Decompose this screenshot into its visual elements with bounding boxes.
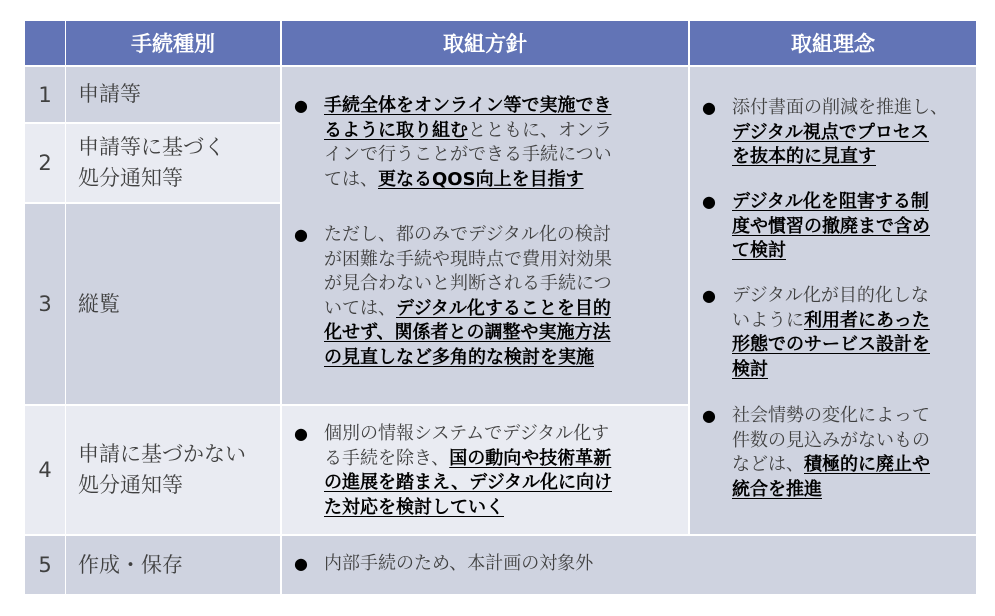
- policy-text: が困難な手続や現時点で費用対効果: [324, 248, 612, 270]
- policy-cell-row-5: [282, 536, 976, 594]
- philosophy-cell: [690, 67, 976, 534]
- procedure-type-label: 縦覧: [78, 291, 120, 316]
- policy-text: 個別の情報システムでデジタル化す: [324, 423, 610, 444]
- philosophy-item-reduce-documents: [694, 96, 995, 170]
- policy-emphasis: 化せず、関係者との調整や実施方法: [324, 322, 611, 343]
- policy-text: る手続を除き、: [324, 447, 450, 469]
- philosophy-text: 社会情勢の変化によって: [732, 405, 930, 426]
- procedure-type-label: 作成・保存: [78, 552, 183, 577]
- philosophy-emphasis: 検討: [732, 358, 768, 380]
- policy-text: が見合わないと判断される手続につ: [324, 273, 612, 294]
- procedure-type-label-line2: 処分通知等: [78, 166, 183, 190]
- procedure-type-label-line1: 申請に基づかない: [78, 442, 246, 466]
- bullet-icon: ●: [294, 424, 308, 443]
- bullet-icon: ●: [294, 225, 308, 244]
- philosophy-emphasis: 統合を推進: [732, 478, 822, 500]
- bullet-icon: ●: [294, 554, 308, 573]
- philosophy-item-abolish-barriers: [694, 190, 995, 264]
- row-number-2: 2: [25, 124, 65, 202]
- philosophy-text: デジタル化が目的化しな: [732, 285, 929, 306]
- philosophy-emphasis: て検討: [732, 240, 786, 261]
- policy-emphasis: デジタル化することを目的: [396, 297, 611, 319]
- philosophy-emphasis: デジタル化を阻害する制: [732, 191, 929, 212]
- philosophy-emphasis: を抜本的に見直す: [732, 146, 876, 167]
- policy-emphasis: 更なるQOS向上を目指す: [378, 168, 584, 190]
- philosophy-emphasis: 積極的に廃止や: [804, 454, 930, 475]
- header-philosophy: 取組理念: [690, 21, 976, 65]
- policy-emphasis: るように取り組む: [324, 119, 468, 141]
- policy-text: ただし、都のみでデジタル化の検討: [324, 224, 611, 245]
- procedure-type-1: [66, 67, 280, 122]
- philosophy-text: 件数の見込みがないもの: [732, 429, 930, 451]
- header-num-cell: [25, 21, 65, 65]
- philosophy-text: 添付書面の削減を推進し、: [732, 97, 948, 118]
- policy-emphasis: た対応を検討していく: [324, 496, 504, 518]
- header-policy: 取組方針: [282, 21, 688, 65]
- procedure-type-label: 申請等: [78, 82, 141, 106]
- row-number-5: 5: [25, 536, 65, 594]
- policy-text: いては、: [324, 297, 396, 319]
- policy-cell-rows-1-3: [282, 67, 688, 404]
- policy-item-online: [286, 94, 714, 192]
- policy-item-national-trends: [286, 422, 714, 520]
- policy-item-difficult: [286, 223, 714, 370]
- procedure-type-3: [66, 204, 280, 404]
- procedure-type-label-line2: 処分通知等: [78, 473, 183, 497]
- procedure-type-label-line1: 申請等に基づく: [78, 135, 225, 159]
- philosophy-item-user-centered: [694, 284, 995, 382]
- philosophy-text: などは、: [732, 454, 804, 475]
- procedure-type-2: [66, 124, 280, 202]
- bullet-icon: ●: [702, 406, 716, 425]
- philosophy-item-abolish-merge: [694, 404, 995, 502]
- policy-emphasis: の見直しなど多角的な検討を実施: [324, 346, 594, 368]
- policy-text: ては、: [324, 168, 378, 190]
- bullet-icon: ●: [702, 286, 716, 305]
- policy-cell-row-4: [282, 406, 688, 534]
- bullet-icon: ●: [702, 192, 716, 211]
- philosophy-emphasis: 利用者にあった: [804, 309, 930, 331]
- policy-text: インで行うことができる手続につい: [324, 144, 612, 165]
- philosophy-text: いように: [732, 309, 804, 331]
- row-number-1: 1: [25, 67, 65, 122]
- policy-text: 内部手続のため、本計画の対象外: [324, 553, 594, 574]
- row-number-3: 3: [25, 204, 65, 404]
- header-procedure-type: 手続種別: [66, 21, 280, 65]
- bullet-icon: ●: [294, 96, 308, 115]
- philosophy-emphasis: デジタル視点でプロセス: [732, 121, 929, 143]
- procedure-type-5: [66, 536, 280, 594]
- policy-emphasis: 国の動向や技術革新: [449, 447, 612, 469]
- philosophy-emphasis: 形態でのサービス設計を: [732, 334, 930, 355]
- policy-emphasis: 手続全体をオンライン等で実施でき: [324, 95, 612, 116]
- policy-item-internal: [286, 552, 924, 577]
- policy-text: とともに、オンラ: [468, 119, 612, 141]
- policy-emphasis: の進展を踏まえ、デジタル化に向け: [324, 472, 612, 493]
- procedure-type-4: [66, 406, 280, 534]
- row-number-4: 4: [25, 406, 65, 534]
- bullet-icon: ●: [702, 98, 716, 117]
- philosophy-emphasis: 度や慣習の撤廃まで含め: [732, 215, 930, 237]
